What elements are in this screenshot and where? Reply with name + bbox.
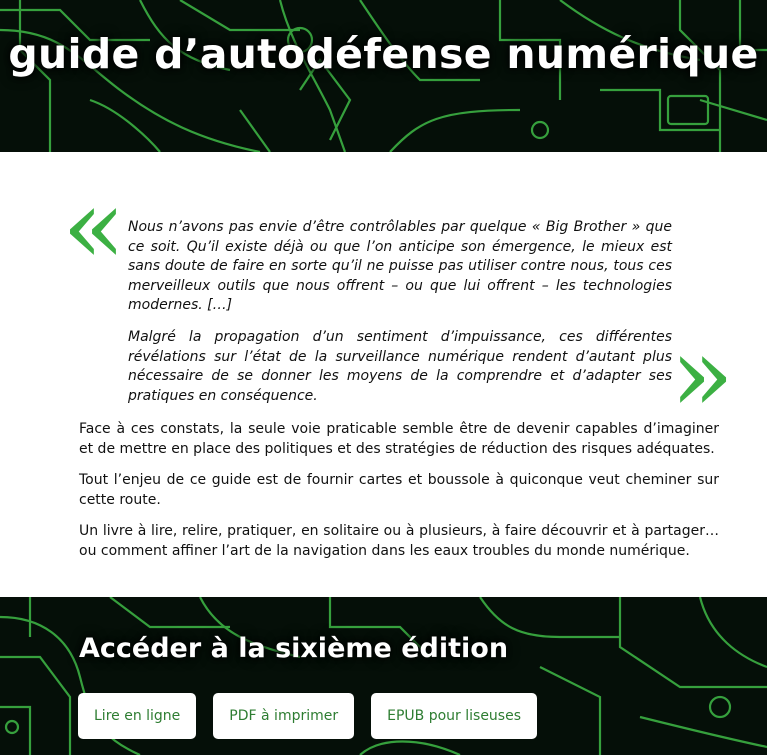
open-quote-icon: « — [62, 165, 126, 287]
download-section — [0, 597, 767, 755]
main-content — [0, 152, 767, 597]
epub-button[interactable]: EPUB pour liseuses — [371, 693, 537, 739]
body-paragraph-1: Face à ces constats, la seule voie praticable semble être de devenir capables d’imaginer et de mettre en place des politiques et des stratégies de réduction des risques adéquates. — [79, 421, 719, 457]
close-quote-icon: » — [670, 313, 734, 435]
quote-paragraph-1: Nous n’avons pas envie d’être contrôlables par quelque « Big Brother » que ce soit. Qu’il existe déjà ou que l’on anticipe son émergence, le mieux est sans doute de faire en sorte qu’il ne puisse pas utiliser contre nous, tous ces merveilleux outils que nous offrent – ou que lui offrent – les technologies modernes. […] — [128, 219, 672, 314]
download-buttons — [78, 693, 537, 739]
quote-paragraph-2: Malgré la propagation d’un sentiment d’impuissance, ces différentes révélations sur l’état de la surveillance numérique rendent d’autant plus nécessaire de se donner les moyens de la comprendre et d’adapter ses pratiques en conséquence. — [128, 328, 672, 404]
quote-text — [128, 218, 672, 418]
body-paragraph-3: Un livre à lire, relire, pratiquer, en solitaire ou à plusieurs, à faire découvrir et à partager… ou comment affiner l’art de la navigation dans les eaux troubles du monde numérique. — [79, 523, 719, 559]
pdf-print-button[interactable]: PDF à imprimer — [213, 693, 354, 739]
header-banner — [0, 0, 767, 152]
body-text — [79, 420, 719, 574]
body-paragraph-2: Tout l’enjeu de ce guide est de fournir cartes et boussole à quiconque veut cheminer sur cette route. — [79, 472, 719, 508]
download-heading: Accéder à la sixième édition — [79, 633, 509, 664]
site-title: guide d’autodéfense numérique — [8, 30, 759, 78]
read-online-button[interactable]: Lire en ligne — [78, 693, 196, 739]
